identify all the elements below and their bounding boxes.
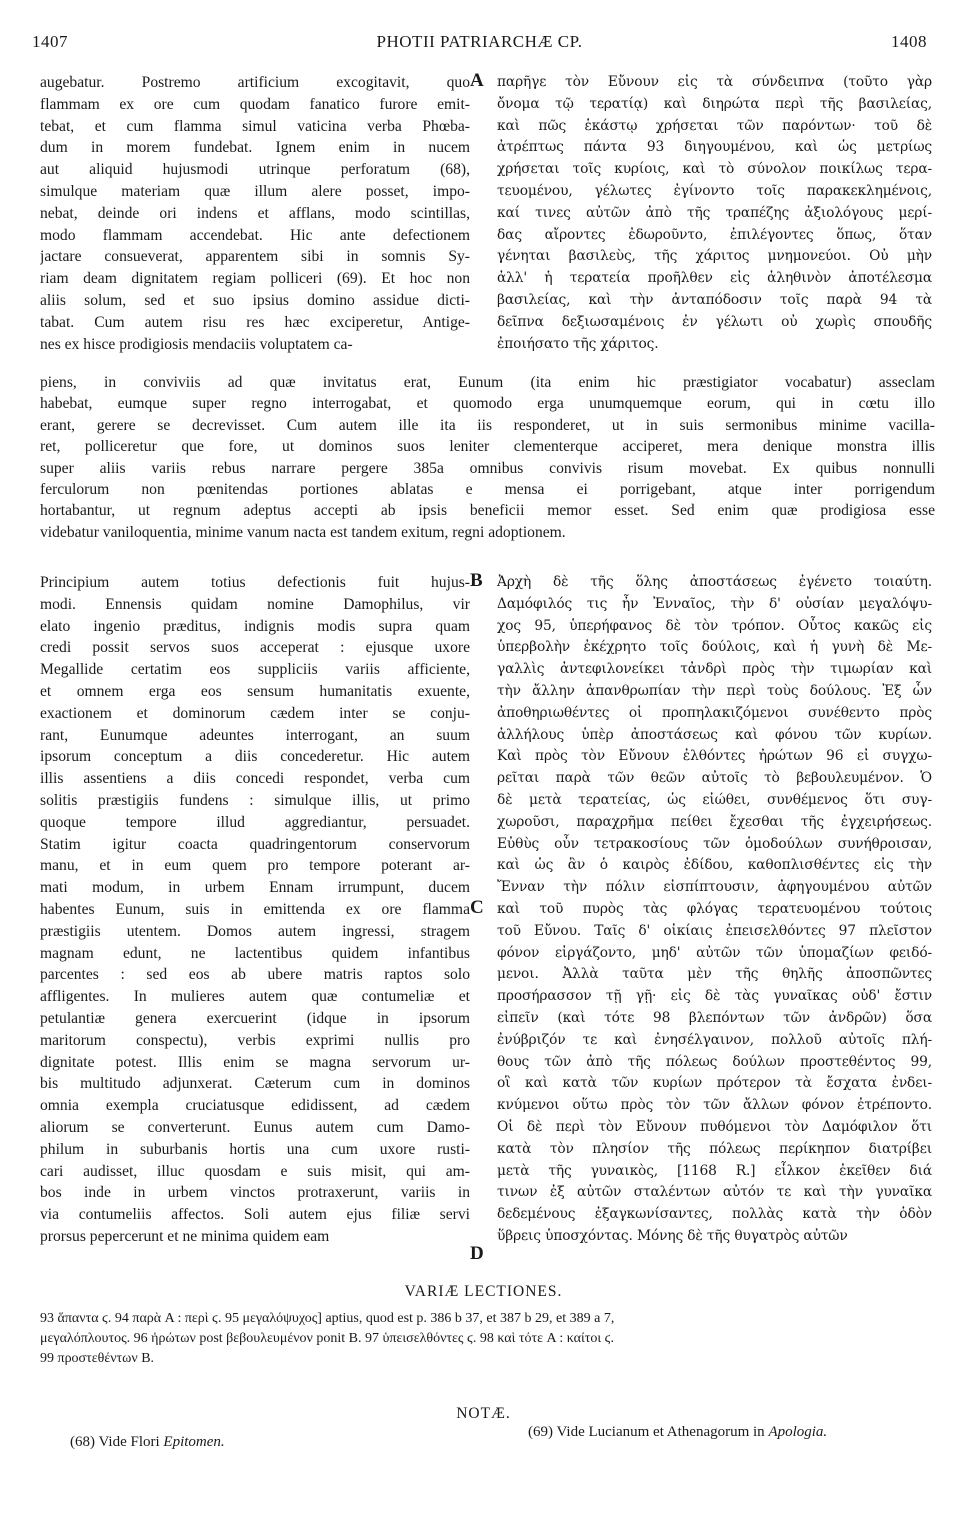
text-line: ἐποιήσατο τῆς χάριτος. bbox=[497, 335, 659, 352]
text-line: ferculorum non pœnitendas portiones ablatas e mensa ei porrigebant, atque inter porrigendum bbox=[40, 480, 935, 498]
text-line: δὲ μετὰ τερατείας, ὡς εἰώθει, συνθέμενος ὅτι συγ- bbox=[497, 791, 932, 808]
text-line: δεῖπνα δεξιωσαμένοις ἐν γέλωτι οὐ χωρὶς σπουδῆς bbox=[497, 313, 932, 330]
note-69 bbox=[528, 1424, 827, 1441]
text-line: ὄνομα τῷ τερατίᾳ) καὶ διηρώτα περὶ τῆς βασιλείας, bbox=[497, 95, 932, 112]
text-line: affligentes. In mulieres autem quæ contumeliæ et bbox=[40, 988, 470, 1006]
text-line: ἀλλ' ἡ τερατεία προῆλθεν εἰς ἀληθινὸν ἀποτέλεσμα bbox=[497, 270, 932, 287]
text-line: cari audisset, illuc quosdam e suis misit, qui am- bbox=[40, 1162, 470, 1180]
text-line: exactionem et dominorum cædem inter se conju- bbox=[40, 704, 470, 722]
text-line: super aliis variis rebus narrare pergere 385a omnibus convivis risum movebat. Ex quibus nonnulli bbox=[40, 459, 935, 477]
text-line: prorsus pepercerunt et ne minima quidem eam bbox=[40, 1227, 330, 1245]
text-line: βασιλείας, καὶ τὴν ἀνταπόδοσιν τοῖς παρὰ 94 τὰ bbox=[497, 291, 932, 308]
text-line: χρήσεται τοῖς κυρίοις, καὶ τὸ σύνολον ποικίλως τερα- bbox=[497, 161, 932, 178]
text-line: mati modum, in urbem Ennam irrumpunt, ducem bbox=[40, 879, 470, 897]
note-68-title: Epitomen. bbox=[163, 1434, 225, 1450]
text-line: rant, Eunumque adeuntes interrogant, an suum bbox=[40, 726, 470, 744]
text-line: τευομένου, γέλωτες ἐγίνοντο τοῖς παρακεκλημένοις, bbox=[497, 182, 932, 199]
variant-reading-line: μεγαλόπλουτος. 96 ἠρώτων post βεβουλευμένον ponit B. 97 ὑπεισελθόντες ϛ. 98 καὶ τότε A : καίτοι ϛ. bbox=[40, 1331, 615, 1346]
text-line: Statim igitur coacta quadringentorum conservorum bbox=[40, 835, 470, 853]
text-line: ὑπερβολὴν ἐκέχρητο τοῖς δούλοις, καὶ ἡ γυνὴ δὲ Με- bbox=[497, 639, 932, 656]
text-line: Principium autem totius defectionis fuit hujus- bbox=[40, 574, 470, 591]
text-line: augebatur. Postremo artificium excogitavit, quo bbox=[40, 74, 470, 91]
page-number-left: 1407 bbox=[32, 32, 68, 51]
text-line: illis assentiens a diis concedi respondet, verba cum bbox=[40, 770, 470, 788]
text-line: maritorum conspectu), verbis exprimi nullis pro bbox=[40, 1031, 470, 1049]
text-line: habentes Eunum, suis in emittenda ex ore flamma bbox=[40, 900, 470, 918]
text-line: γένηται βασιλεὺς, τῆς χάριτος μνημονεύοι. Οὐ μὴν bbox=[497, 248, 932, 265]
text-line: εἰπεῖν (καὶ τότε 98 βλεπόντων τῶν ἀνδρῶν) ὅσα bbox=[497, 1009, 932, 1026]
text-line: δεδεμένους ἐξαγκωνίσαντες, πολλὰς κατὰ τὴν ὁδὸν bbox=[497, 1206, 932, 1223]
section-marker-b: B bbox=[470, 570, 483, 591]
text-line: κνύμενοι οὕτω πρὸς τὸν τῶν ἄλλων φόνον ἐτρέποντο. bbox=[497, 1097, 932, 1114]
running-title: PHOTII PATRIARCHÆ CP. bbox=[376, 32, 583, 51]
text-line: elato ingenio præditus, indignis modis supra quam bbox=[40, 617, 470, 635]
text-line: videbatur vaniloquentia, minime vanum nacta est tandem exitum, regni adoptionem. bbox=[40, 523, 566, 541]
text-line: καὶ πῶς ἑκάστῳ χρήσεται τῶν παρόντων· τοῦ δὲ bbox=[497, 117, 932, 134]
section-marker-d: D bbox=[470, 1243, 484, 1264]
text-line: simulque materiam quæ illum alere posset, impo- bbox=[40, 182, 470, 200]
greek-column-section-b bbox=[497, 572, 932, 1248]
note-69-text: (69) Vide Lucianum et Athenagorum in bbox=[528, 1424, 769, 1440]
text-line: modo flammam accendebat. Hic ante defectionem bbox=[40, 226, 470, 244]
text-line: philum in suburbanis hortis una cum uxore rusti- bbox=[40, 1140, 470, 1158]
text-line: via contumeliis affectos. Soli autem ejus filiæ servi bbox=[40, 1206, 470, 1224]
text-line: tebat, et cum flamma simul vaticina verba Phœba- bbox=[40, 117, 470, 135]
text-line: credi possit servos suos acceperat : ejusque uxore bbox=[40, 639, 470, 657]
text-line: modi. Ennensis quidam nomine Damophilus, vir bbox=[40, 595, 470, 613]
text-line: κατὰ τὸν πλησίον τῆς πόλεως περίκηπον διατρίβει bbox=[497, 1140, 932, 1157]
text-line: φόνον εἰργάζοντο, μηδ' αὐτῶν τῶν ὑπομαζίων φειδό- bbox=[497, 944, 932, 961]
text-line: ὕβρεις ὑποσχόντας. Μόνης δὲ τῆς θυγατρὸς αὐτῶν bbox=[497, 1227, 848, 1244]
text-line: tabat. Cum autem risu res hæc exciperetur, Antige- bbox=[40, 313, 470, 331]
text-line: οἳ καὶ κατὰ τῶν κυρίων πρότερον τὰ ἔσχατα ἐνδει- bbox=[497, 1075, 932, 1092]
text-line: καὶ τοῦ πυρὸς τὰς φλόγας τερατευομένου τούτοις bbox=[497, 900, 932, 917]
text-line: δας αἴροντες ἐδωροῦντο, ἐπιλέγοντες ὅπως, ὅταν bbox=[497, 226, 932, 243]
text-line: ρεῖται παρὰ τῶν θεῶν αὐτοῖς τὸ βεβουλευμένον. Ὁ bbox=[497, 770, 932, 787]
text-line: χος 95, ὑπερήφανος δὲ τὸν τρόπον. Οὗτος κακῶς εἰς bbox=[497, 617, 932, 634]
notae-heading: NOTÆ. bbox=[456, 1405, 511, 1422]
text-line: piens, in conviviis ad quæ invitatus erat, Eunum (ita enim hic præstigiator vocabatur) asseclam bbox=[40, 374, 935, 391]
text-line: χωροῦσι, παραχρῆμα πείθει ἔχεσθαι τῆς ἐγχειρήσεως. bbox=[497, 813, 932, 830]
latin-full-width-paragraph bbox=[40, 372, 935, 543]
text-line: aliis solum, sed et suo ipsius domino assidue dicti- bbox=[40, 291, 470, 309]
variae-lectiones-heading: VARIÆ LECTIONES. bbox=[404, 1283, 563, 1300]
text-line: solitis præstigiis fundens : simulque illis, ut primo bbox=[40, 791, 470, 809]
text-line: τοῦ Εὔνου. Ταῖς δ' οἰκίαις ἐπεισελθόντες 97 πλεῖστον bbox=[497, 922, 932, 939]
text-line: Δαμόφιλός τις ἦν Ἐνναῖος, τὴν δ' οὐσίαν μεγαλόψυ- bbox=[497, 595, 932, 612]
text-line: προσήρασσον τῇ γῇ· εἰς δὲ τὰς γυναῖκας οὐδ' ἔστιν bbox=[497, 988, 932, 1005]
text-line: Ἔνναν τὴν πόλιν εἰσπίπτουσιν, ἀφηγουμένου αὐτῶν bbox=[497, 879, 932, 896]
text-line: riam deam dignitatem regiam polliceri (69). Et hoc non bbox=[40, 270, 470, 288]
greek-column-section-a bbox=[497, 72, 932, 355]
text-line: hortabantur, ut regnum adeptus accepti ab ipsis beneficii memor esset. Sed enim quæ prodigiosa esse bbox=[40, 502, 935, 520]
text-line: ret, polliceretur que fore, ut dominos suos leniter clementerque acciperet, mera denique monstra illis bbox=[40, 438, 935, 456]
text-line: et omnem erga eos sensum humanitatis exuente, bbox=[40, 682, 470, 700]
section-marker-c: C bbox=[470, 897, 484, 918]
text-line: aliorum se converterunt. Eunus autem cum Damo- bbox=[40, 1118, 470, 1136]
text-line: nebat, deinde ori indens et afflans, modo scintillas, bbox=[40, 204, 470, 222]
text-line: μενοι. Ἀλλὰ ταῦτα μὲν τῆς θηλῆς ἀποσπῶντες bbox=[497, 966, 932, 983]
text-line: καὶ ὡς ἂν ὁ καιρὸς ἐδίδου, καθοπλισθέντες εἰς τὴν bbox=[497, 857, 932, 874]
text-line: nes ex hisce prodigiosis mendaciis voluptatem ca- bbox=[40, 335, 353, 353]
text-line: παρῆγε τὸν Εὔνουν εἰς τὰ σύνδειπνα (τοῦτο γὰρ bbox=[497, 74, 932, 90]
text-line: bis multitudo adjunxerat. Cæterum cum in dominos bbox=[40, 1075, 470, 1093]
text-line: Εὐθὺς οὖν τετρακοσίους τῶν ὁμοδούλων συνήθροισαν, bbox=[497, 835, 932, 852]
text-line: ipsorum conceptum a diis concederetur. Hic autem bbox=[40, 748, 470, 766]
text-line: dignitate potest. Illis enim se magna servorum ur- bbox=[40, 1053, 470, 1071]
variae-lectiones-notes bbox=[40, 1309, 935, 1369]
text-line: ἀλλήλους ὑπὲρ ἀποστάσεως καὶ φόνου τῶν κυρίων. bbox=[497, 726, 932, 743]
text-line: parcentes : sed eos ab ubere matris raptos solo bbox=[40, 966, 470, 984]
text-line: Megallide certatim eos suppliciis variis afficiente, bbox=[40, 661, 470, 679]
text-line: ἀτρέπτως πάντα 93 διηγουμένου, καὶ ὡς μετρίως bbox=[497, 139, 932, 156]
page-number-right: 1408 bbox=[891, 32, 927, 51]
text-line: μετὰ τῆς γυναικὸς, [1168 R.] εἷλκον ἐκεῖθεν διά bbox=[497, 1162, 932, 1179]
variant-reading-line: 93 ἅπαντα ϛ. 94 παρὰ A : περὶ ϛ. 95 μεγαλόψυχος] aptius, quod est p. 386 b 37, et 387 b 29, et 389 a 7, bbox=[40, 1311, 615, 1326]
text-line: magnam edunt, ne lactentibus quidem infantibus bbox=[40, 944, 470, 962]
latin-column-section-b bbox=[40, 572, 470, 1248]
running-header bbox=[32, 32, 927, 56]
text-line: omnia exempla cruciatusque edidissent, ad cædem bbox=[40, 1097, 470, 1115]
text-line: dum in morem fundebat. Ignem enim in nucem bbox=[40, 139, 470, 157]
text-line: quoque tempore illud aggrediantur, persuadet. bbox=[40, 813, 470, 831]
latin-column-section-a bbox=[40, 72, 470, 355]
text-line: erant, gerere se decrevisset. Cum autem ille ita iis responderet, ut in suis sermonibus minime vacilla- bbox=[40, 416, 935, 434]
text-line: Καὶ πρὸς τὸν Εὔνουν ἐλθόντες ἠρώτων 96 εἰ συγχω- bbox=[497, 748, 932, 765]
variant-reading-line: 99 προστεθέντων B. bbox=[40, 1351, 155, 1366]
text-line: jactare consueverat, apparentem sibi in somnis Sy- bbox=[40, 248, 470, 266]
text-line: ἐνύβριζόν τε καὶ ἐνησέλγαινον, πολλοῦ αὐτοῖς πλή- bbox=[497, 1031, 932, 1048]
text-line: γαλλὶς ἀντεφιλονείκει τἀνδρὶ πρὸς τὴν τιμωρίαν καὶ bbox=[497, 661, 932, 678]
note-69-title: Apologia. bbox=[768, 1424, 828, 1440]
text-line: bos inde in urbem vinctos protraxerunt, variis in bbox=[40, 1184, 470, 1202]
text-line: τὴν ἄλλην ἀπανθρωπίαν τὴν περὶ τοὺς δούλους. Ἐξ ὧν bbox=[497, 682, 932, 699]
text-line: ἀποθηριωθέντες οἱ προπηλακιζόμενοι συνέθεντο πρὸς bbox=[497, 704, 932, 721]
text-line: flammam ex ore cum quodam fanatico furore emit- bbox=[40, 95, 470, 113]
text-line: θους τῶν ἀπὸ τῆς πόλεως δούλων προστεθέντος 99, bbox=[497, 1053, 932, 1070]
text-line: habebat, eumque super regno interrogabat, et quomodo erga unumquemque eorum, qui in cœtu illo bbox=[40, 395, 935, 413]
text-line: manu, et in eum quem pro tempore poterant ar- bbox=[40, 857, 470, 875]
section-marker-a: A bbox=[470, 70, 484, 91]
text-line: Οἱ δὲ περὶ τὸν Εὔνουν πυθόμενοι τὸν Δαμόφιλον ὅτι bbox=[497, 1118, 932, 1135]
note-68-text: (68) Vide Flori bbox=[70, 1434, 164, 1450]
text-line: præstigiis utentem. Domos autem ingressi, stragem bbox=[40, 922, 470, 940]
text-line: Ἀρχὴ δὲ τῆς ὅλης ἀποστάσεως ἐγένετο τοιαύτη. bbox=[497, 574, 932, 590]
text-line: καί τινες αὐτῶν ἀπὸ τῆς τραπέζης ἀξιολόγους μερί- bbox=[497, 204, 932, 221]
text-line: petulantiæ genera exercuerint (idque in ipsorum bbox=[40, 1009, 470, 1027]
text-line: τινων ἐξ αὐτῶν σταλέντων αὐτόν τε καὶ τὴν γυναῖκα bbox=[497, 1184, 932, 1201]
text-line: aut aliquid hujusmodi utrinque perforatum (68), bbox=[40, 161, 470, 179]
note-68 bbox=[70, 1434, 225, 1451]
